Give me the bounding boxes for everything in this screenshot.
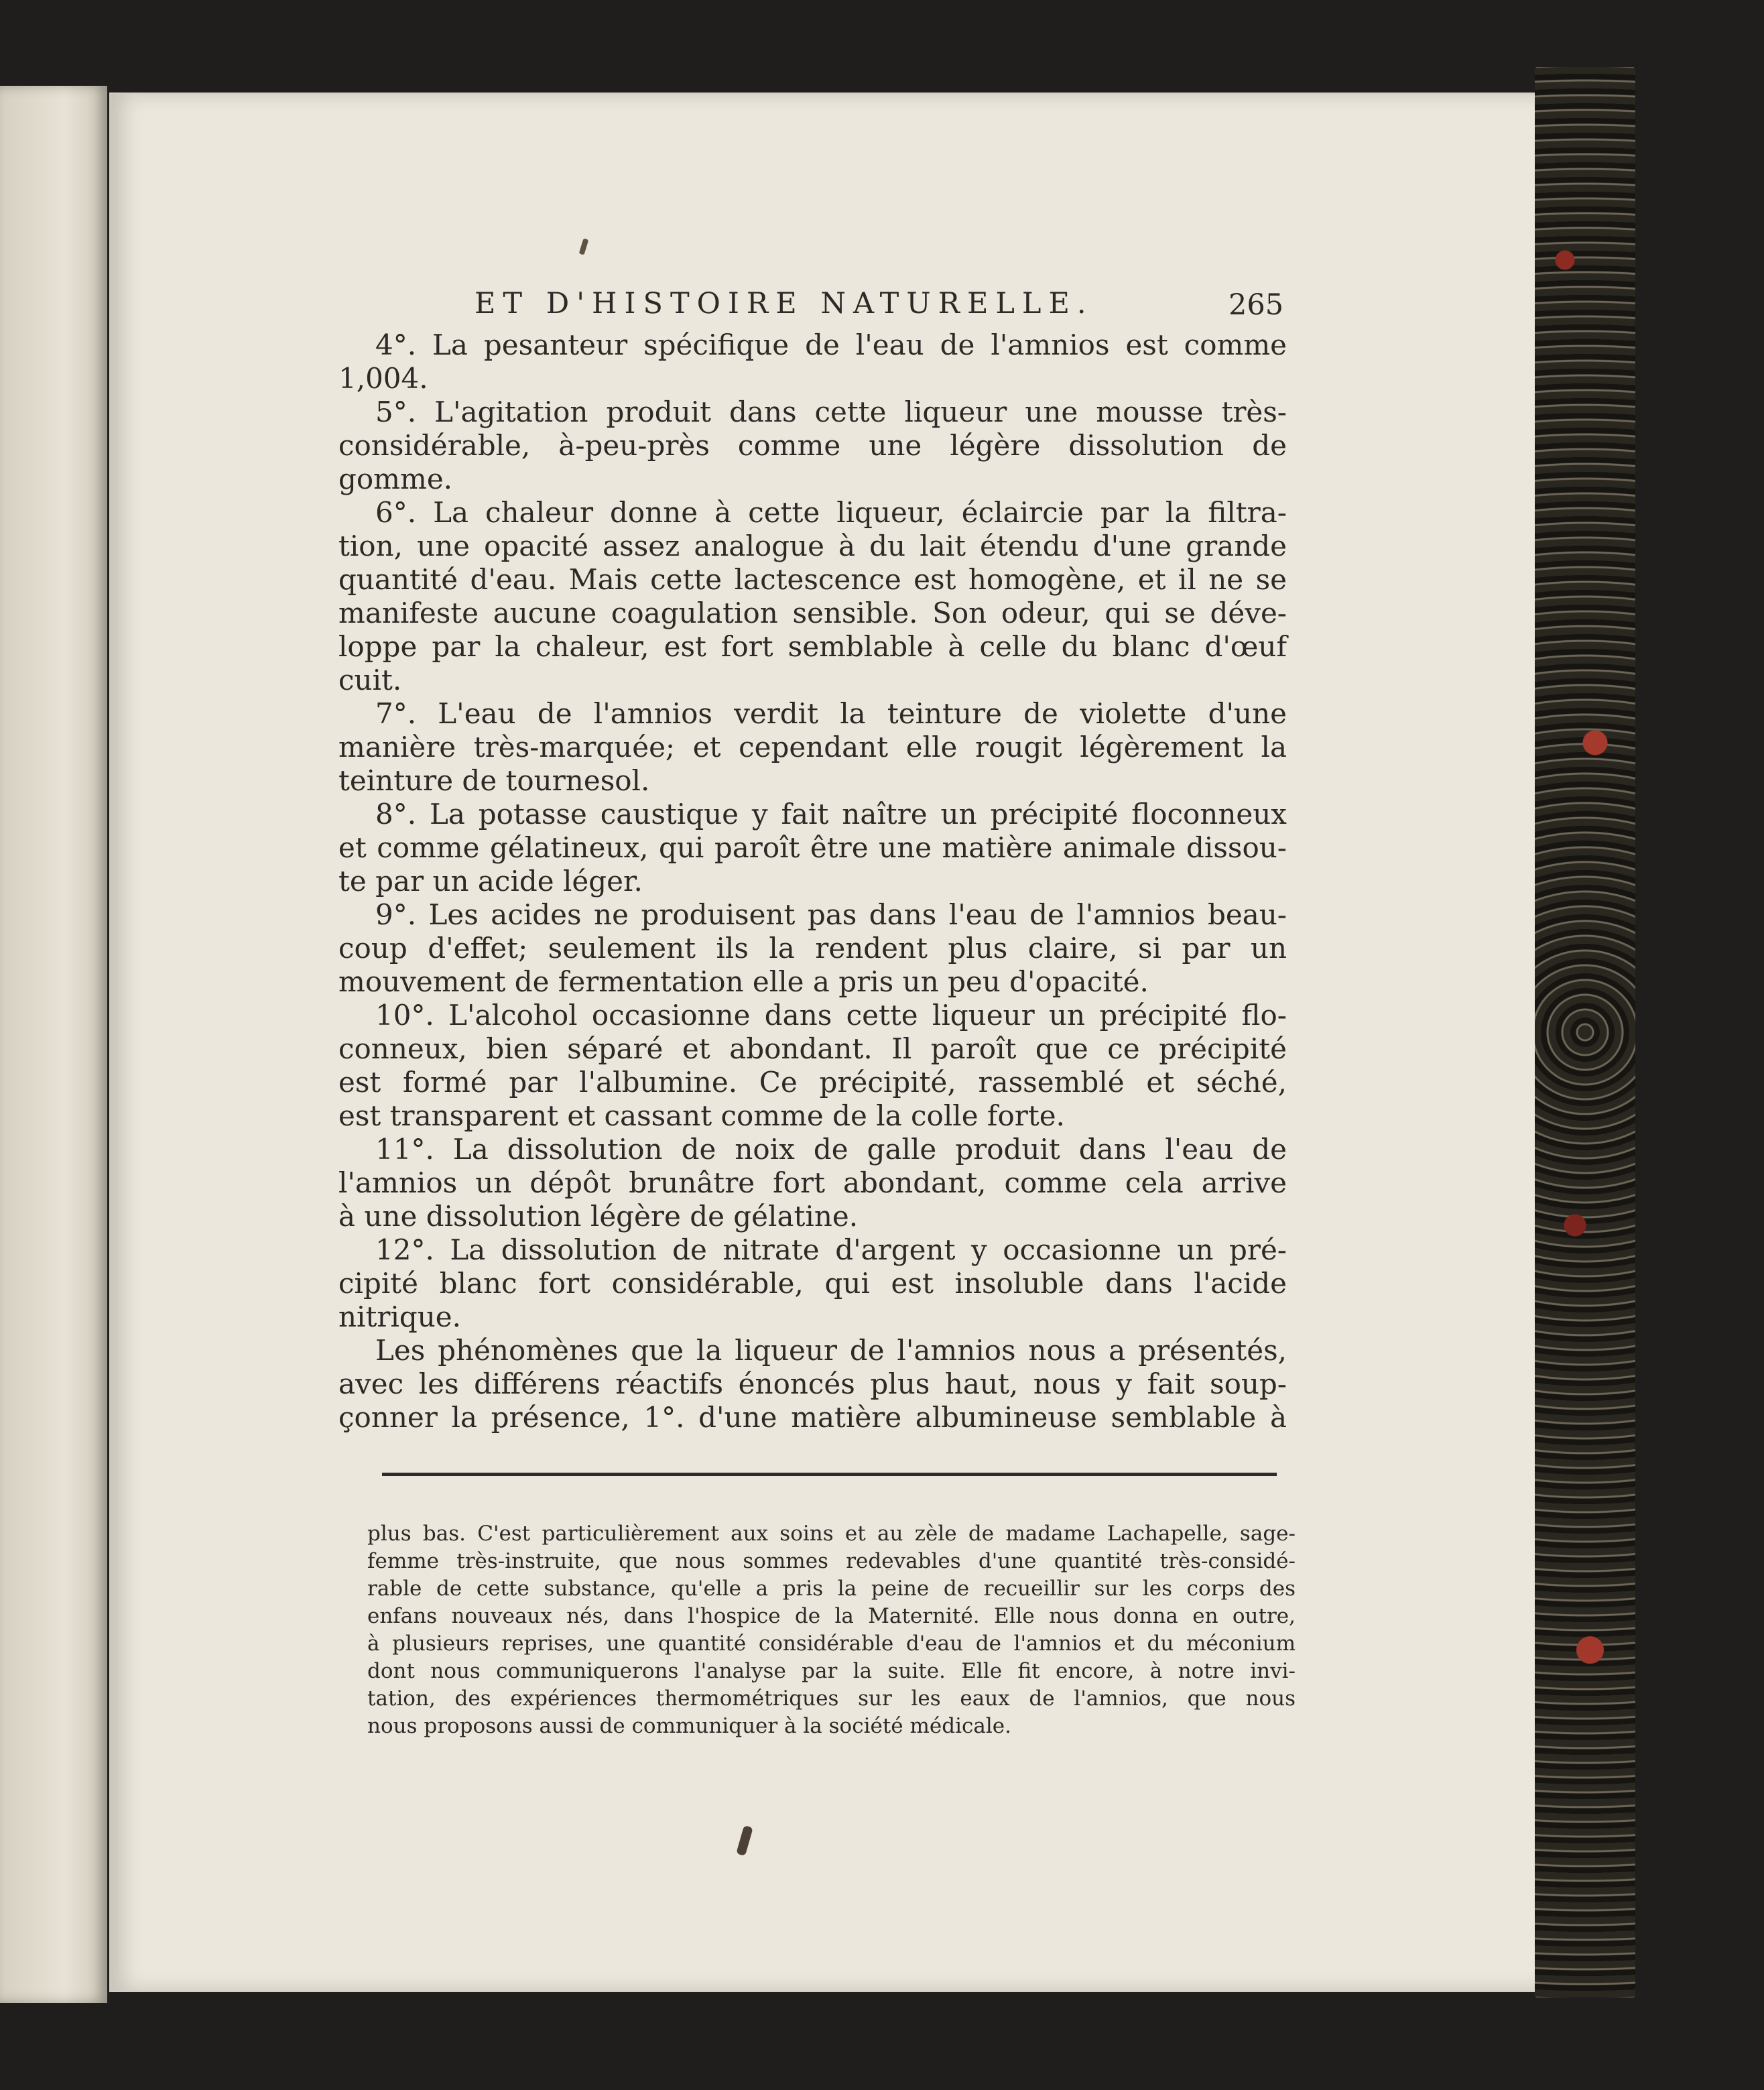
footnote-line: tation, des expériences thermométriques sur les eaux de l'amnios, que nous (367, 1686, 1296, 1711)
body-line: est transparent et cassant comme de la colle forte. (338, 1099, 1065, 1132)
body-line: manière très-marquée; et cependant elle rougit légèrement la (338, 731, 1287, 763)
body-line: 4°. La pesanteur spécifique de l'eau de l'amnios est comme (375, 328, 1287, 361)
body-line: 1,004. (338, 362, 428, 395)
footnote-divider (382, 1473, 1277, 1476)
footnote-line: plus bas. C'est particulièrement aux soins et au zèle de madame Lachapelle, sage- (367, 1522, 1296, 1546)
body-line: 7°. L'eau de l'amnios verdit la teinture de violette d'une (375, 697, 1287, 730)
body-line: 10°. L'alcohol occasionne dans cette liqueur un précipité flo- (375, 999, 1287, 1032)
body-line: teinture de tournesol. (338, 764, 650, 797)
footnote-line: nous proposons aussi de communiquer à la société médicale. (367, 1714, 1011, 1738)
ink-mark (579, 238, 589, 255)
footnote-line: femme très-instruite, que nous sommes redevables d'une quantité très-considé- (367, 1549, 1296, 1573)
page-number: 265 (1228, 288, 1284, 322)
body-line: 12°. La dissolution de nitrate d'argent y occasionne un pré- (375, 1233, 1287, 1266)
body-line: conneux, bien séparé et abondant. Il paroît que ce précipité (338, 1032, 1287, 1065)
body-line: 9°. Les acides ne produisent pas dans l'eau de l'amnios beau- (375, 898, 1287, 931)
ink-mark (736, 1825, 753, 1856)
body-line: avec les différens réactifs énoncés plus haut, nous y fait soup- (338, 1367, 1287, 1400)
body-line: 5°. L'agitation produit dans cette liqueur une mousse très- (375, 395, 1287, 428)
page-header-title: ET D'HISTOIRE NATURELLE. (475, 287, 1094, 320)
body-line: l'amnios un dépôt brunâtre fort abondant, comme cela arrive (338, 1166, 1287, 1199)
body-line: mouvement de fermentation elle a pris un peu d'opacité. (338, 965, 1149, 998)
body-line: 11°. La dissolution de noix de galle produit dans l'eau de (375, 1133, 1287, 1166)
body-line: çonner la présence, 1°. d'une matière albumineuse semblable à (338, 1401, 1287, 1434)
body-line: gomme. (338, 463, 453, 495)
body-line: cuit. (338, 664, 402, 696)
body-line: considérable, à-peu-près comme une légère dissolution de (338, 429, 1287, 462)
body-line: 6°. La chaleur donne à cette liqueur, éclaircie par la filtra- (375, 496, 1287, 529)
body-line: Les phénomènes que la liqueur de l'amnios nous a présentés, (375, 1334, 1287, 1367)
body-line: quantité d'eau. Mais cette lactescence est homogène, et il ne se (338, 563, 1287, 596)
body-line: te par un acide léger. (338, 865, 643, 898)
body-line: coup d'effet; seulement ils la rendent plus claire, si par un (338, 932, 1287, 965)
body-line: tion, une opacité assez analogue à du lait étendu d'une grande (338, 530, 1287, 562)
body-line: loppe par la chaleur, est fort semblable à celle du blanc d'œuf (338, 630, 1287, 663)
body-line: nitrique. (338, 1300, 462, 1333)
footnote-line: à plusieurs reprises, une quantité considérable d'eau de l'amnios et du méconium (367, 1632, 1296, 1656)
footnote-line: dont nous communiquerons l'analyse par la suite. Elle fit encore, à notre invi- (367, 1659, 1296, 1683)
body-line: manifeste aucune coagulation sensible. Son odeur, qui se déve- (338, 597, 1287, 629)
footnote-line: enfans nouveaux nés, dans l'hospice de la Maternité. Elle nous donna en outre, (367, 1604, 1296, 1628)
body-line: et comme gélatineux, qui paroît être une matière animale dissou- (338, 831, 1287, 864)
body-line: cipité blanc fort considérable, qui est insoluble dans l'acide (338, 1267, 1287, 1300)
footnote-line: rable de cette substance, qu'elle a pris la peine de recueillir sur les corps des (367, 1577, 1296, 1601)
body-line: est formé par l'albumine. Ce précipité, rassemblé et séché, (338, 1066, 1287, 1099)
body-line: 8°. La potasse caustique y fait naître un précipité floconneux (375, 798, 1287, 831)
body-line: à une dissolution légère de gélatine. (338, 1200, 859, 1233)
